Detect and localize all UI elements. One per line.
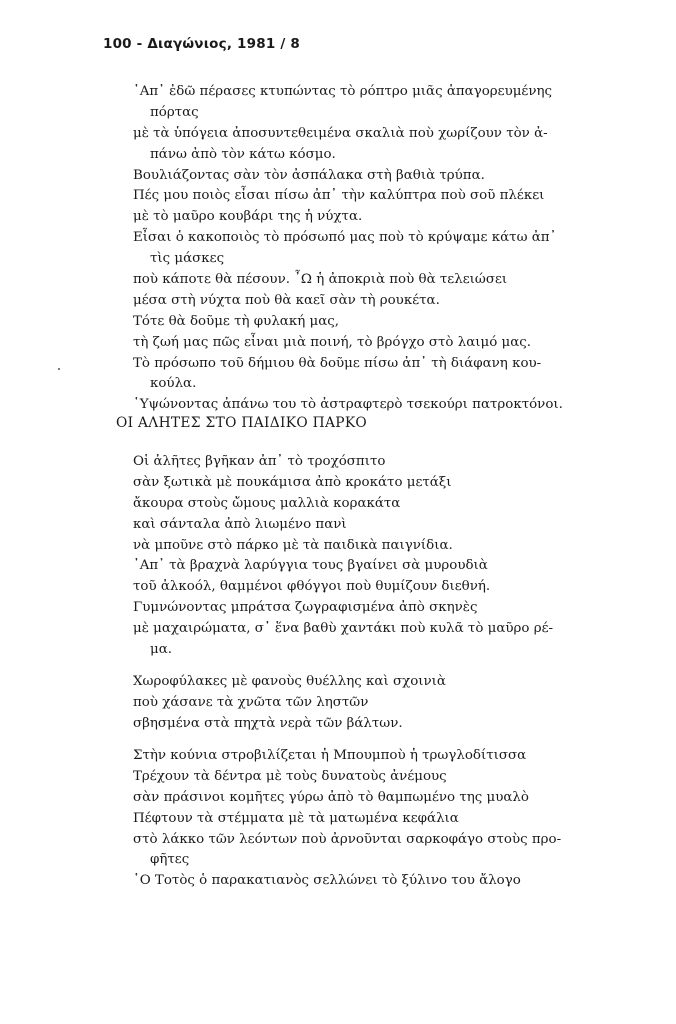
verse-line: Βουλιάζοντας σὰν τὸν ἀσπάλακα στὴ βαθιὰ τρύπα. [133,167,485,183]
verse-line-continuation: πόρτας [150,104,199,120]
verse-line: ῾Ο Τοτὸς ὁ παρακατιανὸς σελλώνει τὸ ξύλινο του ἄλογο [133,873,521,889]
verse-line: ποὺ κάποτε θὰ πέσουν. ῏Ω ἡ ἀποκριὰ ποὺ θὰ τελειώσει [133,272,508,288]
verse-line: ᾿Απ᾿ τὰ βραχνὰ λαρύγγια τους βγαίνει σὰ μυρουδιὰ [133,558,488,574]
stanza-2 [133,672,633,735]
verse-line: μέσα στὴ νύχτα ποὺ θὰ καεῖ σὰν τὴ ρουκέτα. [133,292,440,308]
verse-line: νὰ μποῦνε στὸ πάρκο μὲ τὰ παιδικὰ παιγνίδια. [133,537,453,553]
verse-line: Τότε θὰ δοῦμε τὴ φυλακή μας, [133,313,339,329]
verse-line: Οἱ ἀλῆτες βγῆκαν ἀπ᾿ τὸ τροχόσπιτο [133,454,386,469]
poem-title: ΟΙ ΑΛΗΤΕΣ ΣΤΟ ΠΑΙΔΙΚΟ ΠΑΡΚΟ [116,415,368,431]
verse-line: μὲ τὸ μαῦρο κουβάρι της ἡ νύχτα. [133,209,363,225]
verse-line: τὴ ζωή μας πῶς εἶναι μιὰ ποινή, τὸ βρόγχο στὸ λαιμό μας. [133,334,532,350]
verse-line: Χωροφύλακες μὲ φανοὺς θυέλλης καὶ σχοινιὰ [133,674,446,689]
verse-line: Τρέχουν τὰ δέντρα μὲ τοὺς δυνατοὺς ἀνέμους [133,768,447,784]
verse-line: σὰν πράσινοι κομῆτες γύρω ἀπὸ τὸ θαμπωμένο της μυαλὸ [133,789,529,805]
verse-line: ῾Υψώνοντας ἀπάνω του τὸ ἀστραφτερὸ τσεκούρι πατροκτόνοι. [133,397,563,413]
verse-line: σὰν ξωτικὰ μὲ πουκάμισα ἀπὸ κροκάτο μετάξι [133,474,452,490]
stanza-3 [133,746,633,892]
verse-line: Πές μου ποιὸς εἶσαι πίσω ἀπ᾿ τὴν καλύπτρα ποὺ σοῦ πλέκει [133,188,545,204]
verse-line: τοῦ ἀλκοόλ, θαμμένοι φθόγγοι ποὺ θυμίζουν διεθνή. [133,579,491,595]
stray-ink-dot [58,368,60,370]
verse-line: μὲ μαχαιρώματα, σ᾿ ἕνα βαθὺ χαντάκι ποὺ κυλᾶ τὸ μαῦρο ρέ- [133,621,554,637]
verse-line: ᾿Απ᾿ ἐδῶ πέρασες κτυπώντας τὸ ρόπτρο μιᾶς ἀπαγορευμένης [133,84,553,99]
verse-line: Γυμνώνοντας μπράτσα ζωγραφισμένα ἀπὸ σκηνὲς [133,600,478,616]
verse-line-continuation: φῆτες [150,852,190,868]
verse-line: μὲ τὰ ὑπόγεια ἀποσυντεθειμένα σκαλιὰ ποὺ χωρίζουν τὸν ἀ- [133,125,548,141]
verse-line: καὶ σάνταλα ἀπὸ λιωμένο πανὶ [133,516,347,532]
running-head: 100 - Διαγώνιος, 1981 / 8 [103,36,300,52]
verse-line: σβησμένα στὰ πηχτὰ νερὰ τῶν βάλτων. [133,715,403,731]
verse-line-continuation: μα. [150,642,173,658]
verse-line: Στὴν κούνια στροβιλίζεται ἡ Μπουμποὺ ἡ τρωγλοδίτισσα [133,748,527,763]
verse-line: Εἶσαι ὁ κακοποιὸς τὸ πρόσωπό μας ποὺ τὸ κρύψαμε κάτω ἀπ᾿ [133,230,557,246]
verse-line: Τὸ πρόσωπο τοῦ δήμιου θὰ δοῦμε πίσω ἀπ᾿ τὴ διάφανη κου- [133,355,542,371]
poem-continuation [133,82,633,416]
verse-line-continuation: κούλα. [150,376,197,392]
verse-line: ἄκουρα στοὺς ὤμους μαλλιὰ κορακάτα [133,495,401,511]
verse-line-continuation: τὶς μάσκες [150,251,225,267]
verse-line: ποὺ χάσανε τὰ χνῶτα τῶν ληστῶν [133,694,369,710]
stanza-1 [133,452,633,661]
verse-line: Πέφτουν τὰ στέμματα μὲ τὰ ματωμένα κεφάλια [133,810,459,826]
verse-line-continuation: πάνω ἀπὸ τὸν κάτω κόσμο. [150,146,336,162]
verse-line: στὸ λάκκο τῶν λεόντων ποὺ ἀρνοῦνται σαρκοφάγο στοὺς προ- [133,831,562,847]
